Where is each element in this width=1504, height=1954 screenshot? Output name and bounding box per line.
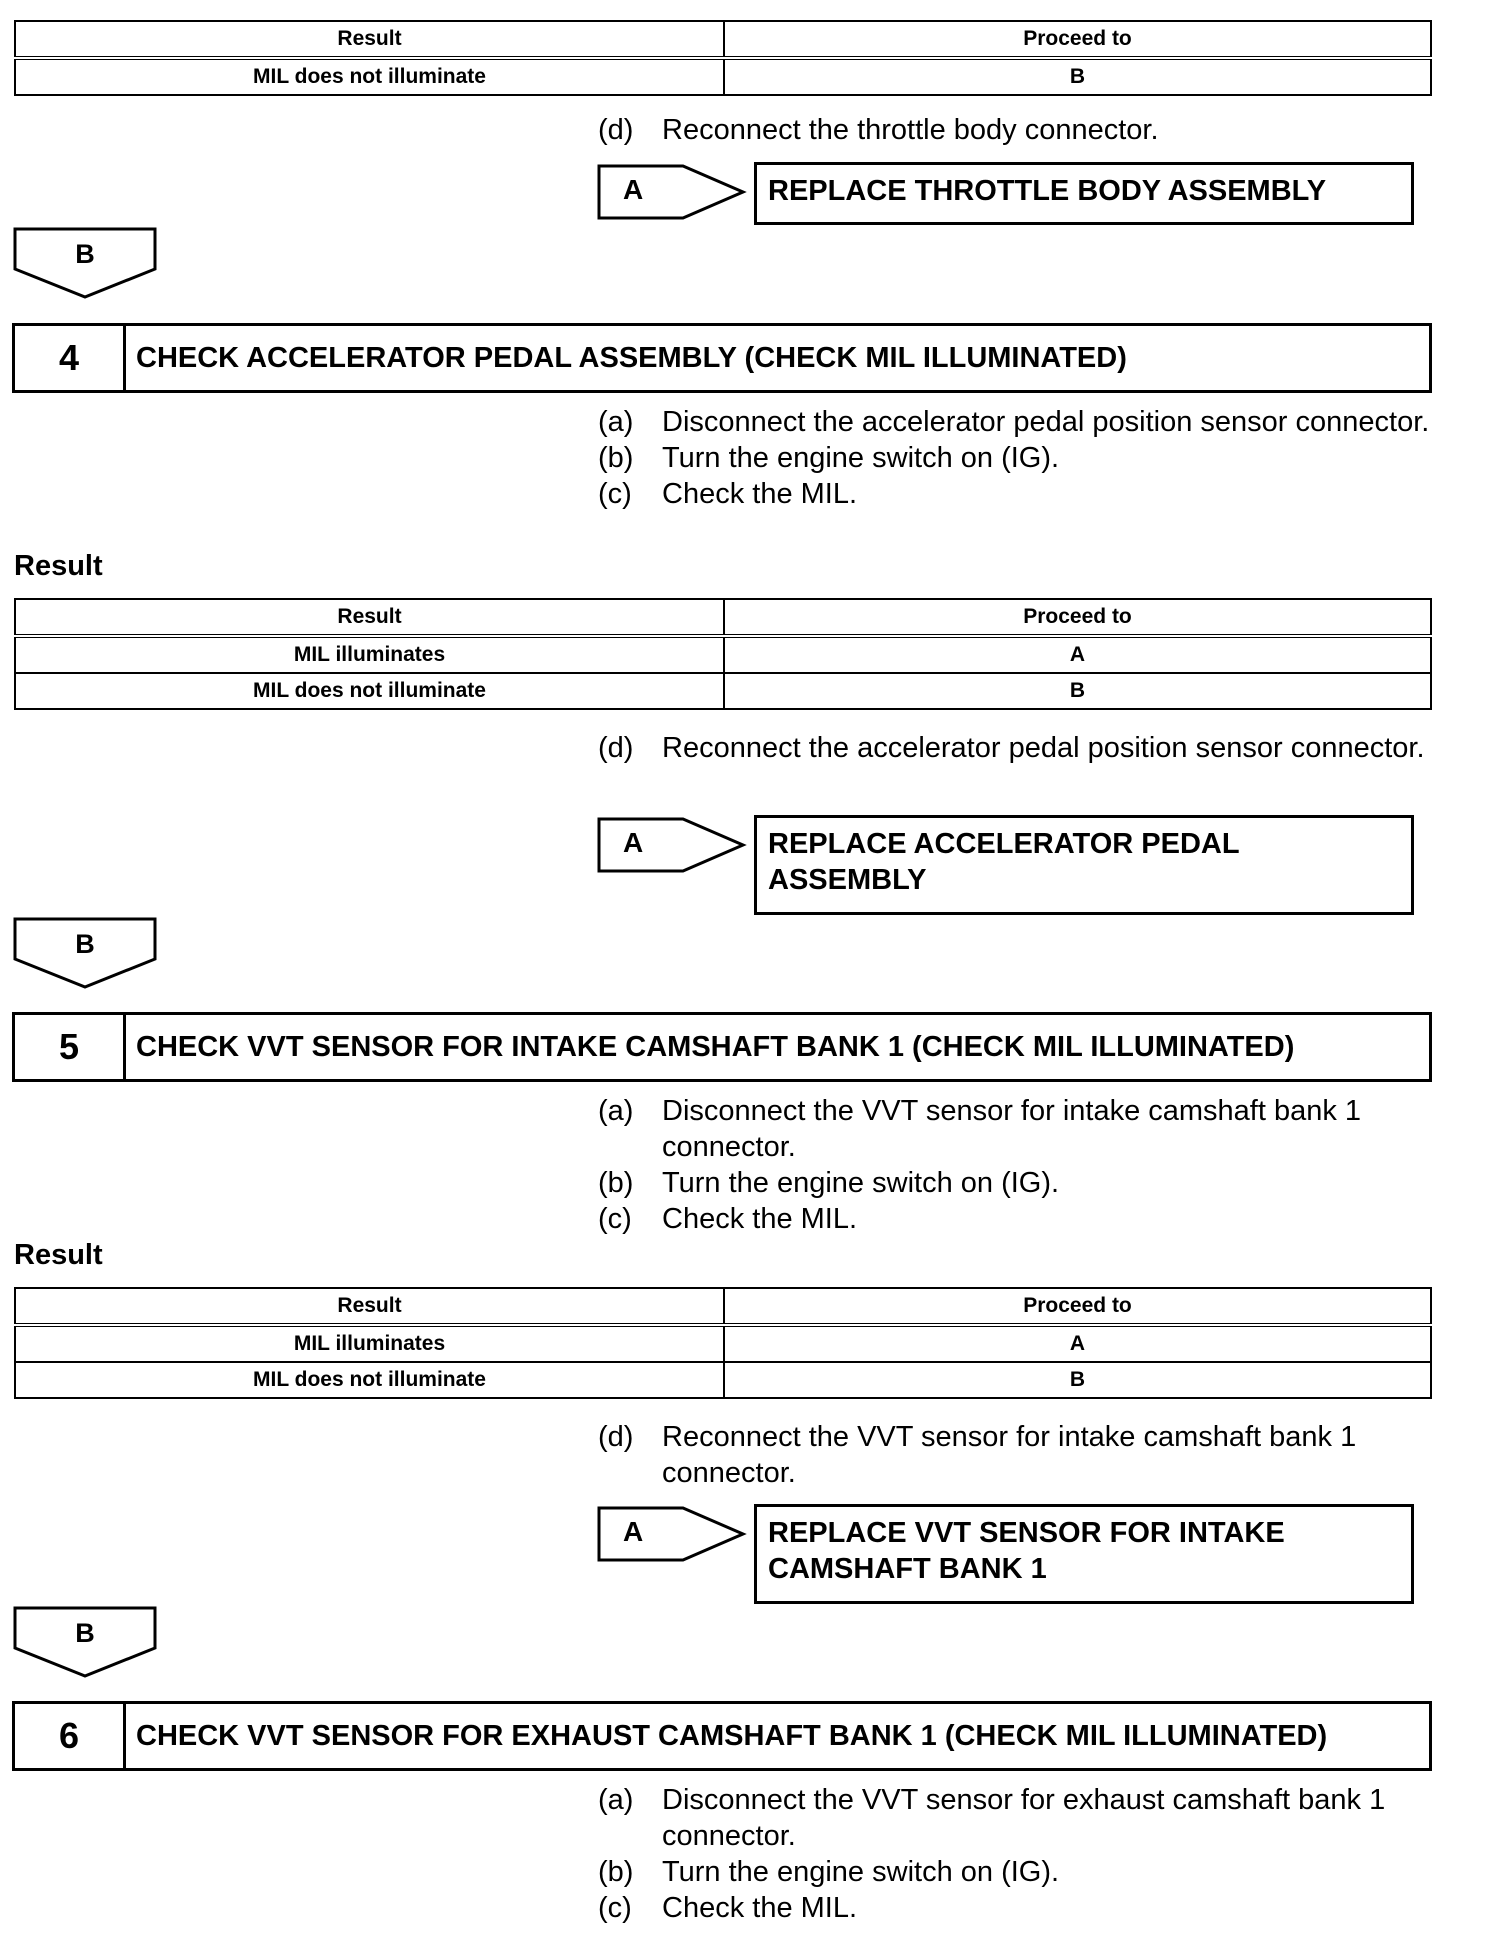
replace-text-line: REPLACE VVT SENSOR FOR INTAKE [768, 1517, 1285, 1549]
table-cell-proceed: B [724, 1362, 1431, 1398]
step-label: (a) [598, 1095, 634, 1127]
table-row [15, 636, 1431, 673]
table-cell-proceed: A [724, 636, 1431, 673]
check-header-5 [12, 1012, 1432, 1082]
step-text: Reconnect the throttle body connector. [662, 114, 1159, 146]
check-header-4 [12, 323, 1432, 393]
step-title: CHECK VVT SENSOR FOR EXHAUST CAMSHAFT BANK 1 (CHECK MIL ILLUMINATED) [136, 1719, 1328, 1752]
table-cell-proceed: B [724, 58, 1431, 95]
step-label: (a) [598, 1784, 634, 1816]
result-heading-4: Result [14, 550, 103, 582]
list-item [598, 1093, 1448, 1165]
list-item [598, 1890, 1448, 1926]
step-label: (c) [598, 1892, 632, 1924]
replace-vvt-intake-box [754, 1504, 1414, 1604]
step-text: Reconnect the VVT sensor for intake camshaft bank 1 connector. [662, 1421, 1357, 1489]
list-item [598, 1201, 1448, 1237]
right-arrow-icon [597, 1506, 747, 1562]
step-label: (a) [598, 406, 634, 438]
result-table-5 [14, 1287, 1432, 1399]
list-item [598, 476, 1448, 512]
step-label: (b) [598, 1856, 634, 1888]
step-text: Disconnect the VVT sensor for exhaust camshaft bank 1 connector. [662, 1784, 1386, 1852]
step-text: Turn the engine switch on (IG). [662, 1856, 1060, 1888]
replace-text: REPLACE THROTTLE BODY ASSEMBLY [768, 175, 1327, 207]
table-cell-proceed: A [724, 1325, 1431, 1362]
table-cell-result: MIL does not illuminate [15, 58, 724, 95]
proceed-b-arrow [13, 1606, 159, 1680]
step-label: (b) [598, 1167, 634, 1199]
table-header-proceed: Proceed to [724, 21, 1431, 58]
proceed-b-arrow [13, 917, 159, 991]
table-header-result: Result [15, 599, 724, 636]
list-item [598, 1782, 1448, 1854]
step-list-5-after [598, 1419, 1448, 1491]
step-text: Disconnect the VVT sensor for intake camshaft bank 1 connector. [662, 1095, 1362, 1163]
step-text: Disconnect the accelerator pedal position sensor connector. [662, 406, 1430, 438]
step-label: (b) [598, 442, 634, 474]
table-header-proceed: Proceed to [724, 599, 1431, 636]
arrow-label: A [623, 827, 644, 858]
list-item [598, 1165, 1448, 1201]
list-item [598, 440, 1448, 476]
step-text: Check the MIL. [662, 1203, 858, 1235]
step-number: 6 [15, 1704, 126, 1768]
step-list-6 [598, 1782, 1448, 1926]
step-list-4-after [598, 730, 1448, 766]
step-text: Turn the engine switch on (IG). [662, 1167, 1060, 1199]
step-list-3-after [598, 112, 1448, 148]
result-heading-5: Result [14, 1239, 103, 1271]
right-arrow-icon [597, 164, 747, 220]
arrow-label: B [75, 239, 95, 269]
table-row [15, 673, 1431, 709]
replace-throttle-box [754, 162, 1414, 225]
step-text: Check the MIL. [662, 1892, 858, 1924]
table-cell-result: MIL illuminates [15, 636, 724, 673]
table-cell-result: MIL illuminates [15, 1325, 724, 1362]
result-table-3 [14, 20, 1432, 96]
table-header-result: Result [15, 1288, 724, 1325]
replace-text-line: ASSEMBLY [768, 864, 927, 896]
step-list-5 [598, 1093, 1448, 1237]
step-title: CHECK VVT SENSOR FOR INTAKE CAMSHAFT BANK 1 (CHECK MIL ILLUMINATED) [136, 1030, 1295, 1063]
replace-text-line: CAMSHAFT BANK 1 [768, 1553, 1047, 1585]
step-label: (d) [598, 1421, 634, 1453]
table-header-proceed: Proceed to [724, 1288, 1431, 1325]
step-label: (d) [598, 732, 634, 764]
list-item [598, 1419, 1448, 1491]
step-label: (d) [598, 114, 634, 146]
list-item [598, 730, 1448, 766]
replace-pedal-box [754, 815, 1414, 915]
proceed-a-arrow [597, 817, 747, 873]
check-header-6 [12, 1701, 1432, 1771]
replace-text-line: REPLACE ACCELERATOR PEDAL [768, 828, 1240, 860]
step-text: Turn the engine switch on (IG). [662, 442, 1060, 474]
table-cell-result: MIL does not illuminate [15, 673, 724, 709]
table-row [15, 1362, 1431, 1398]
result-table-4 [14, 598, 1432, 710]
arrow-label: B [75, 929, 95, 959]
right-arrow-icon [597, 817, 747, 873]
proceed-a-arrow [597, 164, 747, 220]
step-label: (c) [598, 478, 632, 510]
step-text: Check the MIL. [662, 478, 858, 510]
step-title: CHECK ACCELERATOR PEDAL ASSEMBLY (CHECK MIL ILLUMINATED) [136, 341, 1127, 374]
arrow-label: B [75, 1618, 95, 1648]
step-text: Reconnect the accelerator pedal position sensor connector. [662, 732, 1425, 764]
table-cell-proceed: B [724, 673, 1431, 709]
arrow-label: A [623, 174, 644, 205]
step-label: (c) [598, 1203, 632, 1235]
step-number: 5 [15, 1015, 126, 1079]
proceed-b-arrow [13, 227, 159, 301]
step-list-4 [598, 404, 1448, 512]
step-number: 4 [15, 326, 126, 390]
proceed-a-arrow [597, 1506, 747, 1562]
table-row [15, 1325, 1431, 1362]
list-item [598, 404, 1448, 440]
list-item [598, 112, 1448, 148]
table-cell-result: MIL does not illuminate [15, 1362, 724, 1398]
table-row [15, 58, 1431, 95]
table-header-result: Result [15, 21, 724, 58]
arrow-label: A [623, 1516, 644, 1547]
list-item [598, 1854, 1448, 1890]
